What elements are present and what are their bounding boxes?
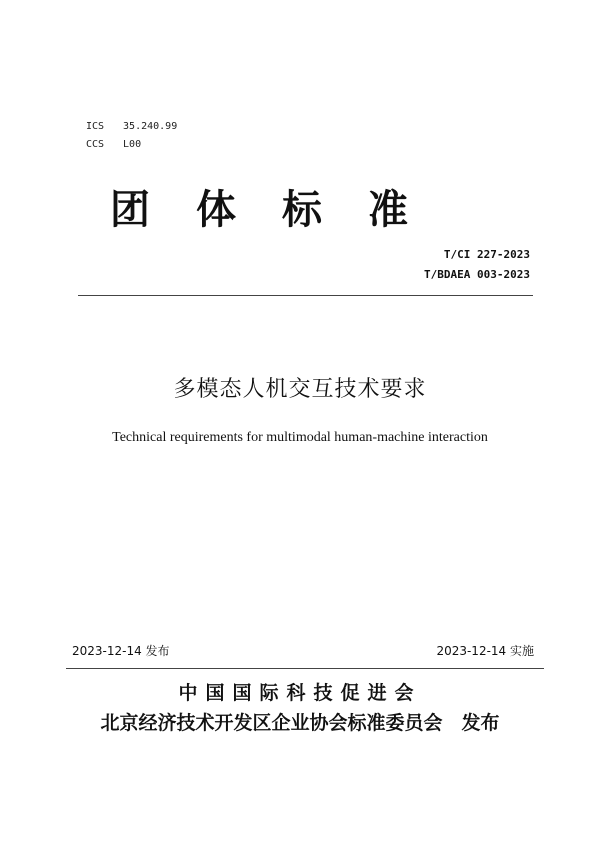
document-title-chinese: 多模态人机交互技术要求	[173, 377, 427, 402]
ics-value: 35.240.99	[123, 121, 178, 132]
document-title-english: Technical requirements for multimodal human-machine interaction	[112, 430, 488, 445]
standard-code-1: T/CI 227-2023	[443, 248, 530, 261]
header-divider	[78, 295, 533, 296]
ccs-value: L00	[123, 139, 142, 150]
standard-code-2: T/BDAEA 003-2023	[424, 268, 530, 281]
issuer-secondary: 北京经济技术开发区企业协会标准委员会 发布	[100, 712, 500, 734]
implement-date: 2023-12-14 实施	[436, 644, 534, 658]
standard-type-title: 团体标准	[110, 187, 454, 233]
publish-date: 2023-12-14 发布	[72, 644, 170, 658]
issuer-primary: 中国国际科技促进会	[178, 682, 422, 704]
ccs-row	[86, 139, 141, 150]
ics-label: ICS	[86, 121, 105, 132]
ccs-label: CCS	[86, 139, 105, 150]
footer-divider	[66, 668, 544, 669]
ics-row	[86, 121, 177, 132]
